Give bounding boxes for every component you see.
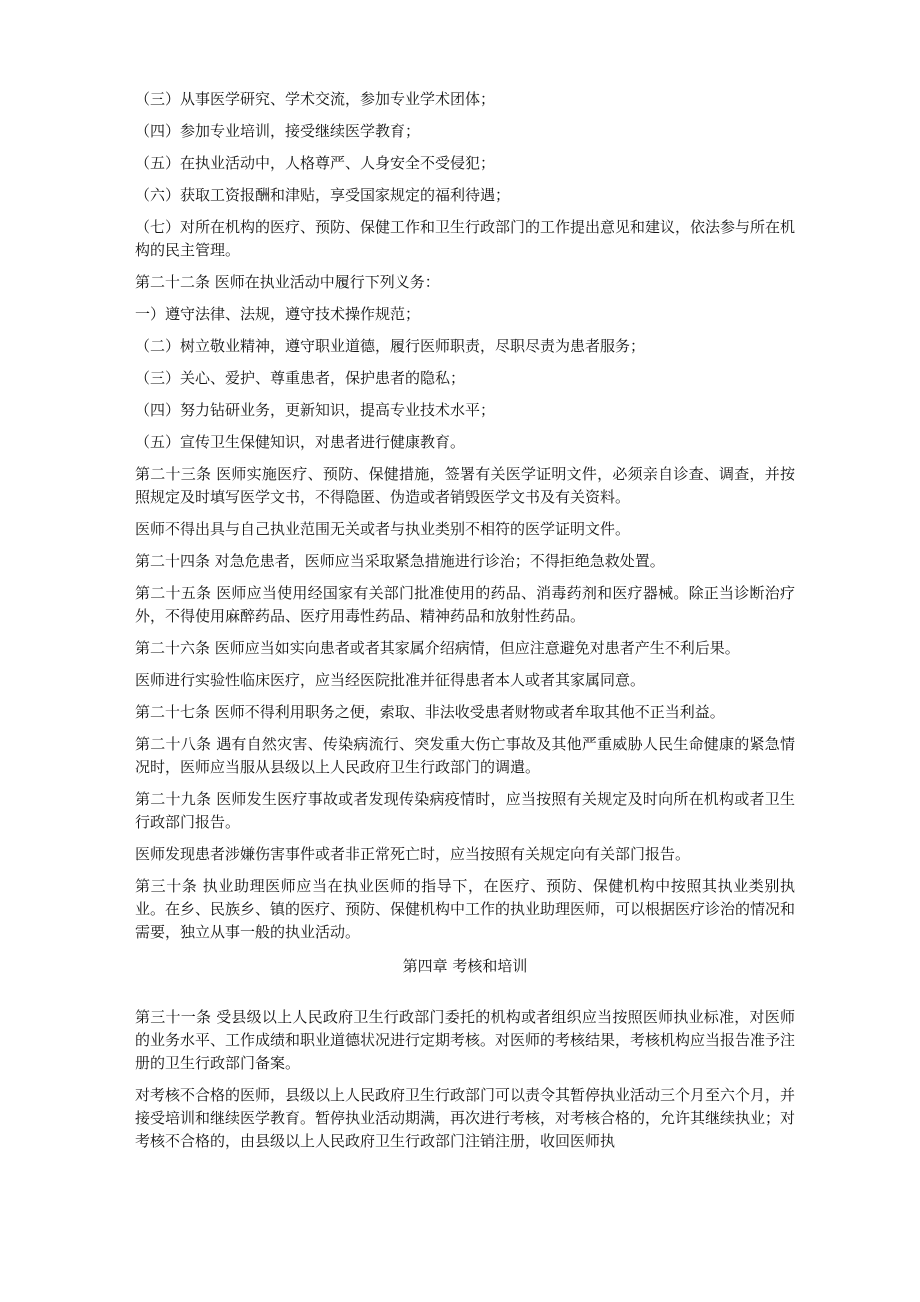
paragraph: （五）在执业活动中，人格尊严、人身安全不受侵犯； bbox=[135, 154, 496, 172]
paragraph: 医师进行实验性临床医疗，应当经医院批准并征得患者本人或者其家属同意。 bbox=[135, 671, 646, 689]
paragraph: （三）从事医学研究、学术交流，参加专业学术团体； bbox=[135, 90, 496, 108]
article-26: 第二十六条 医师应当如实向患者或者其家属介绍病情，但应注意避免对患者产生不利后果。 bbox=[135, 639, 740, 657]
spacer bbox=[135, 978, 795, 1006]
paragraph: 一）遵守法律、法规，遵守技术操作规范； bbox=[135, 305, 421, 323]
article-30: 第三十条 执业助理医师应当在执业医师的指导下，在医疗、预防、保健机构中按照其执业类别执业。在乡、民族乡、镇的医疗、预防、保健机构中工作的执业助理医师，可以根据医疗诊治的情况和需要，独立从事一般的执业活动。 bbox=[135, 877, 796, 941]
paragraph: （三）关心、爱护、尊重患者，保护患者的隐私； bbox=[135, 369, 466, 387]
document-page bbox=[135, 88, 795, 1162]
paragraph: （五）宣传卫生保健知识，对患者进行健康教育。 bbox=[135, 433, 466, 451]
paragraph: 医师不得出具与自己执业范围无关或者与执业类别不相符的医学证明文件。 bbox=[135, 520, 631, 538]
paragraph: 对考核不合格的医师，县级以上人民政府卫生行政部门可以责令其暂停执业活动三个月至六个月，并接受培训和继续医学教育。暂停执业活动期满，再次进行考核，对考核合格的，允许其继续执业；对考核不合格的，由县级以上人民政府卫生行政部门注销注册，收回医师执 bbox=[135, 1086, 796, 1150]
paragraph: 医师发现患者涉嫌伤害事件或者非正常死亡时，应当按照有关规定向有关部门报告。 bbox=[135, 845, 691, 863]
article-31: 第三十一条 受县级以上人民政府卫生行政部门委托的机构或者组织应当按照医师执业标准，对医师的业务水平、工作成绩和职业道德状况进行定期考核。对医师的考核结果，考核机构应当报告准予注册的卫生行政部门备案。 bbox=[135, 1008, 796, 1072]
article-22: 第二十二条 医师在执业活动中履行下列义务： bbox=[135, 273, 440, 291]
chapter-heading: 第四章 考核和培训 bbox=[402, 957, 528, 975]
paragraph: （六）获取工资报酬和津贴，享受国家规定的福利待遇； bbox=[135, 186, 511, 204]
article-28: 第二十八条 遇有自然灾害、传染病流行、突发重大伤亡事故及其他严重威胁人民生命健康的紧急情况时，医师应当服从县级以上人民政府卫生行政部门的调遣。 bbox=[135, 735, 795, 776]
article-27: 第二十七条 医师不得利用职务之便，索取、非法收受患者财物或者牟取其他不正当利益。 bbox=[135, 703, 725, 721]
paragraph: （四）努力钻研业务，更新知识，提高专业技术水平； bbox=[135, 401, 496, 419]
article-29: 第二十九条 医师发生医疗事故或者发现传染病疫情时，应当按照有关规定及时向所在机构或者卫生行政部门报告。 bbox=[135, 790, 795, 831]
article-23: 第二十三条 医师实施医疗、预防、保健措施，签署有关医学证明文件，必须亲自诊查、调查，并按照规定及时填写医学文书，不得隐匿、伪造或者销毁医学文书及有关资料。 bbox=[135, 465, 795, 506]
paragraph: （七）对所在机构的医疗、预防、保健工作和卫生行政部门的工作提出意见和建议，依法参与所在机构的民主管理。 bbox=[135, 218, 796, 259]
article-25: 第二十五条 医师应当使用经国家有关部门批准使用的药品、消毒药剂和医疗器械。除正当诊断治疗外，不得使用麻醉药品、医疗用毒性药品、精神药品和放射性药品。 bbox=[135, 584, 795, 625]
paragraph: （四）参加专业培训，接受继续医学教育； bbox=[135, 122, 421, 140]
article-24: 第二十四条 对急危患者，医师应当采取紧急措施进行诊治；不得拒绝急救处置。 bbox=[135, 552, 665, 570]
paragraph: （二）树立敬业精神，遵守职业道德，履行医师职责，尽职尽责为患者服务； bbox=[135, 337, 646, 355]
